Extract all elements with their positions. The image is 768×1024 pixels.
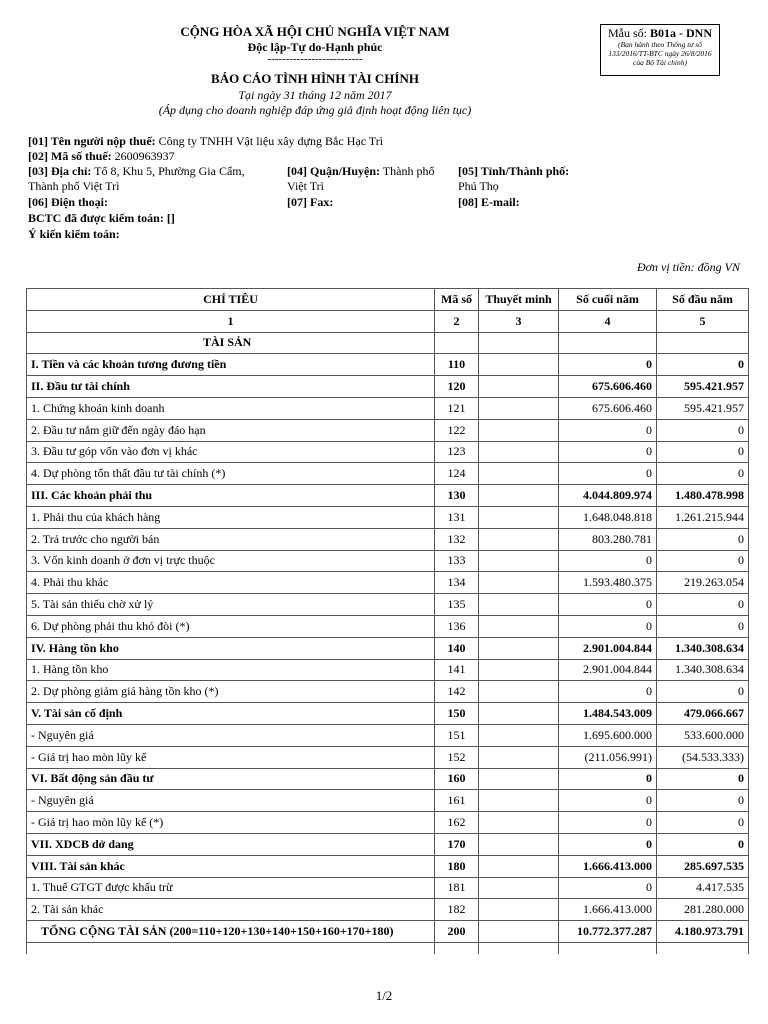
table-row bbox=[27, 441, 749, 463]
row-note bbox=[479, 833, 559, 855]
row-start-year-value: 0 bbox=[657, 681, 749, 703]
row-code: 170 bbox=[435, 833, 479, 855]
table-row bbox=[27, 550, 749, 572]
table-row bbox=[27, 921, 749, 943]
table-row bbox=[27, 376, 749, 398]
row-label: VIII. Tài sản khác bbox=[27, 855, 435, 877]
district-block: [04] Quận/Huyện: Thành phố Việt Trì bbox=[287, 164, 435, 193]
row-start-year-value: 0 bbox=[657, 419, 749, 441]
row-end-year-value: 1.666.413.000 bbox=[559, 899, 657, 921]
row-code: 122 bbox=[435, 419, 479, 441]
row-label: IV. Hàng tồn kho bbox=[27, 637, 435, 659]
row-code: 141 bbox=[435, 659, 479, 681]
row-note bbox=[479, 506, 559, 528]
row-end-year-value: 0 bbox=[559, 615, 657, 637]
report-applicability: (Áp dụng cho doanh nghiệp đáp ứng giả định hoạt động liên tục) bbox=[158, 103, 472, 117]
row-end-year-value: 2.901.004.844 bbox=[559, 637, 657, 659]
row-code: 110 bbox=[435, 354, 479, 376]
row-end-year-value: 2.901.004.844 bbox=[559, 659, 657, 681]
row-end-year-value: 0 bbox=[559, 877, 657, 899]
table-row bbox=[27, 746, 749, 768]
taxpayer-name-line: [01] Tên người nộp thuế: Công ty TNHH Vật liệu xây dựng Bắc Hạc Trì bbox=[28, 134, 384, 148]
row-code: 133 bbox=[435, 550, 479, 572]
table-row bbox=[27, 681, 749, 703]
row-end-year-value: 0 bbox=[559, 419, 657, 441]
row-note bbox=[479, 768, 559, 790]
row-end-year-value: 803.280.781 bbox=[559, 528, 657, 550]
col-header-code: Mã số bbox=[435, 289, 479, 311]
row-note bbox=[479, 376, 559, 398]
row-label: - Giá trị hao mòn lũy kế (*) bbox=[27, 812, 435, 834]
row-note bbox=[479, 877, 559, 899]
table-row bbox=[27, 724, 749, 746]
row-label: - Giá trị hao mòn lũy kế bbox=[27, 746, 435, 768]
row-label: 2. Tài sản khác bbox=[27, 899, 435, 921]
row-label: 1. Phải thu của khách hàng bbox=[27, 506, 435, 528]
table-row bbox=[27, 659, 749, 681]
row-start-year-value: 219.263.054 bbox=[657, 572, 749, 594]
row-end-year-value: 0 bbox=[559, 790, 657, 812]
motto: Độc lập-Tự do-Hạnh phúc bbox=[247, 40, 383, 54]
row-code: 123 bbox=[435, 441, 479, 463]
row-end-year-value: 1.484.543.009 bbox=[559, 703, 657, 725]
row-note bbox=[479, 463, 559, 485]
row-end-year-value: 0 bbox=[559, 812, 657, 834]
email-line: [08] E-mail: bbox=[458, 195, 520, 209]
row-end-year-value: (211.056.991) bbox=[559, 746, 657, 768]
fax-line: [07] Fax: bbox=[287, 195, 334, 209]
header-divider: -------------------------- bbox=[267, 53, 363, 65]
row-note bbox=[479, 637, 559, 659]
page-number: 1/2 bbox=[375, 988, 393, 1003]
row-start-year-value: 1.340.308.634 bbox=[657, 637, 749, 659]
row-note bbox=[479, 724, 559, 746]
table-row bbox=[27, 485, 749, 507]
row-label: 2. Dự phòng giảm giá hàng tồn kho (*) bbox=[27, 681, 435, 703]
row-end-year-value: 0 bbox=[559, 441, 657, 463]
table-row bbox=[27, 615, 749, 637]
table-row bbox=[27, 354, 749, 376]
table-row bbox=[27, 833, 749, 855]
row-start-year-value: 285.697.535 bbox=[657, 855, 749, 877]
col-index: 5 bbox=[657, 310, 749, 332]
row-start-year-value: 4.417.535 bbox=[657, 877, 749, 899]
row-code: 121 bbox=[435, 397, 479, 419]
row-code: 120 bbox=[435, 376, 479, 398]
row-label: - Nguyên giá bbox=[27, 790, 435, 812]
col-header-note: Thuyết minh bbox=[479, 289, 559, 311]
country-name: CỘNG HÒA XÃ HỘI CHỦ NGHĨA VIỆT NAM bbox=[180, 24, 450, 39]
col-index: 3 bbox=[479, 310, 559, 332]
row-note bbox=[479, 703, 559, 725]
row-label: II. Đầu tư tài chính bbox=[27, 376, 435, 398]
row-label: 1. Hàng tồn kho bbox=[27, 659, 435, 681]
section-title: TÀI SẢN bbox=[27, 332, 435, 354]
table-row bbox=[27, 790, 749, 812]
row-code: 140 bbox=[435, 637, 479, 659]
row-code: 151 bbox=[435, 724, 479, 746]
row-note bbox=[479, 681, 559, 703]
row-end-year-value: 0 bbox=[559, 833, 657, 855]
table-empty-row bbox=[27, 942, 749, 954]
form-code-box bbox=[600, 24, 720, 76]
taxcode-line: [02] Mã số thuế: 2600963937 bbox=[28, 149, 175, 163]
form-code-note: (Ban hành theo Thông tư số 133/2016/TT-BTC ngày 26/8/2016 của Bộ Tài chính) bbox=[608, 40, 712, 67]
row-code: 160 bbox=[435, 768, 479, 790]
audited-line: BCTC đã được kiểm toán: [] bbox=[28, 211, 175, 225]
row-label: 6. Dự phòng phải thu khó đòi (*) bbox=[27, 615, 435, 637]
row-start-year-value: 0 bbox=[657, 812, 749, 834]
row-note bbox=[479, 354, 559, 376]
report-header bbox=[100, 24, 530, 118]
row-code: 130 bbox=[435, 485, 479, 507]
column-index-row bbox=[27, 310, 749, 332]
row-start-year-value: 595.421.957 bbox=[657, 376, 749, 398]
row-end-year-value: 0 bbox=[559, 550, 657, 572]
row-note bbox=[479, 899, 559, 921]
row-end-year-value: 675.606.460 bbox=[559, 376, 657, 398]
row-start-year-value: 595.421.957 bbox=[657, 397, 749, 419]
row-code: 142 bbox=[435, 681, 479, 703]
row-code: 180 bbox=[435, 855, 479, 877]
row-start-year-value: 533.600.000 bbox=[657, 724, 749, 746]
row-label: VII. XDCB dở dang bbox=[27, 833, 435, 855]
row-start-year-value: 281.280.000 bbox=[657, 899, 749, 921]
row-note bbox=[479, 855, 559, 877]
row-code: 200 bbox=[435, 921, 479, 943]
row-note bbox=[479, 550, 559, 572]
row-note bbox=[479, 790, 559, 812]
row-code: 132 bbox=[435, 528, 479, 550]
row-start-year-value: 0 bbox=[657, 463, 749, 485]
row-end-year-value: 1.593.480.375 bbox=[559, 572, 657, 594]
report-date: Tại ngày 31 tháng 12 năm 2017 bbox=[238, 88, 392, 102]
row-start-year-value: 0 bbox=[657, 441, 749, 463]
col-header-end-year: Số cuối năm bbox=[559, 289, 657, 311]
row-note bbox=[479, 659, 559, 681]
row-start-year-value: 0 bbox=[657, 768, 749, 790]
row-start-year-value: 0 bbox=[657, 790, 749, 812]
row-start-year-value: 4.180.973.791 bbox=[657, 921, 749, 943]
row-start-year-value: (54.533.333) bbox=[657, 746, 749, 768]
audit-opinion-line: Ý kiến kiểm toán: bbox=[28, 227, 120, 241]
table-row bbox=[27, 528, 749, 550]
row-end-year-value: 675.606.460 bbox=[559, 397, 657, 419]
row-label: 3. Vốn kinh doanh ở đơn vị trực thuộc bbox=[27, 550, 435, 572]
report-title: BÁO CÁO TÌNH HÌNH TÀI CHÍNH bbox=[211, 71, 419, 86]
row-code: 152 bbox=[435, 746, 479, 768]
row-label: 2. Trả trước cho người bán bbox=[27, 528, 435, 550]
col-index: 2 bbox=[435, 310, 479, 332]
row-note bbox=[479, 485, 559, 507]
row-label: 2. Đầu tư nắm giữ đến ngày đáo hạn bbox=[27, 419, 435, 441]
row-start-year-value: 0 bbox=[657, 594, 749, 616]
row-note bbox=[479, 397, 559, 419]
table-row bbox=[27, 768, 749, 790]
row-code: 124 bbox=[435, 463, 479, 485]
province-block: [05] Tỉnh/Thành phố: Phú Thọ bbox=[458, 164, 570, 193]
table-row bbox=[27, 463, 749, 485]
col-index: 1 bbox=[27, 310, 435, 332]
row-code: 162 bbox=[435, 812, 479, 834]
row-start-year-value: 1.261.215.944 bbox=[657, 506, 749, 528]
table-row bbox=[27, 855, 749, 877]
table-row bbox=[27, 637, 749, 659]
row-note bbox=[479, 594, 559, 616]
row-code: 181 bbox=[435, 877, 479, 899]
row-label: 1. Chứng khoán kinh doanh bbox=[27, 397, 435, 419]
table-row bbox=[27, 703, 749, 725]
row-end-year-value: 1.648.048.818 bbox=[559, 506, 657, 528]
row-code: 150 bbox=[435, 703, 479, 725]
row-code: 161 bbox=[435, 790, 479, 812]
table-row bbox=[27, 506, 749, 528]
row-start-year-value: 1.480.478.998 bbox=[657, 485, 749, 507]
row-label: 3. Đầu tư góp vốn vào đơn vị khác bbox=[27, 441, 435, 463]
row-label: 1. Thuế GTGT được khấu trừ bbox=[27, 877, 435, 899]
row-note bbox=[479, 615, 559, 637]
row-label: V. Tài sản cố định bbox=[27, 703, 435, 725]
row-label: 4. Dự phòng tổn thất đầu tư tài chính (*) bbox=[27, 463, 435, 485]
row-end-year-value: 0 bbox=[559, 768, 657, 790]
row-start-year-value: 0 bbox=[657, 354, 749, 376]
table-header-row bbox=[27, 289, 749, 311]
row-start-year-value: 0 bbox=[657, 550, 749, 572]
row-start-year-value: 479.066.667 bbox=[657, 703, 749, 725]
row-label: 4. Phải thu khác bbox=[27, 572, 435, 594]
row-note bbox=[479, 921, 559, 943]
address-block: [03] Địa chỉ: Tổ 8, Khu 5, Phường Gia Cẩm, Thành phố Việt Trì bbox=[28, 164, 245, 193]
row-code: 131 bbox=[435, 506, 479, 528]
row-start-year-value: 0 bbox=[657, 528, 749, 550]
row-code: 136 bbox=[435, 615, 479, 637]
balance-sheet-table bbox=[26, 288, 749, 954]
section-title-row bbox=[27, 332, 749, 354]
row-start-year-value: 0 bbox=[657, 615, 749, 637]
row-note bbox=[479, 441, 559, 463]
row-note bbox=[479, 812, 559, 834]
form-code: Mẫu số: B01a - DNN bbox=[608, 26, 712, 40]
row-label: 5. Tài sản thiếu chờ xử lý bbox=[27, 594, 435, 616]
row-end-year-value: 4.044.809.974 bbox=[559, 485, 657, 507]
row-end-year-value: 10.772.377.287 bbox=[559, 921, 657, 943]
table-row bbox=[27, 594, 749, 616]
row-end-year-value: 0 bbox=[559, 594, 657, 616]
row-note bbox=[479, 419, 559, 441]
table-row bbox=[27, 419, 749, 441]
table-row bbox=[27, 572, 749, 594]
row-start-year-value: 1.340.308.634 bbox=[657, 659, 749, 681]
row-code: 182 bbox=[435, 899, 479, 921]
row-code: 134 bbox=[435, 572, 479, 594]
col-index: 4 bbox=[559, 310, 657, 332]
row-note bbox=[479, 572, 559, 594]
row-note bbox=[479, 746, 559, 768]
col-header-start-year: Số đầu năm bbox=[657, 289, 749, 311]
row-label: I. Tiền và các khoản tương đương tiền bbox=[27, 354, 435, 376]
col-header-item: CHỈ TIÊU bbox=[27, 289, 435, 311]
table-row bbox=[27, 899, 749, 921]
phone-line: [06] Điện thoại: bbox=[28, 195, 108, 209]
row-start-year-value: 0 bbox=[657, 833, 749, 855]
row-code: 135 bbox=[435, 594, 479, 616]
row-label: - Nguyên giá bbox=[27, 724, 435, 746]
table-row bbox=[27, 397, 749, 419]
table-row bbox=[27, 812, 749, 834]
row-label: III. Các khoản phải thu bbox=[27, 485, 435, 507]
row-end-year-value: 1.666.413.000 bbox=[559, 855, 657, 877]
row-label: VI. Bất động sản đầu tư bbox=[27, 768, 435, 790]
row-end-year-value: 0 bbox=[559, 681, 657, 703]
row-note bbox=[479, 528, 559, 550]
row-end-year-value: 0 bbox=[559, 463, 657, 485]
row-end-year-value: 1.695.600.000 bbox=[559, 724, 657, 746]
currency-unit: Đơn vị tiền: đồng VN bbox=[636, 260, 740, 274]
table-row bbox=[27, 877, 749, 899]
row-label: TỔNG CỘNG TÀI SẢN (200=110+120+130+140+150+160+170+180) bbox=[27, 921, 435, 943]
row-end-year-value: 0 bbox=[559, 354, 657, 376]
